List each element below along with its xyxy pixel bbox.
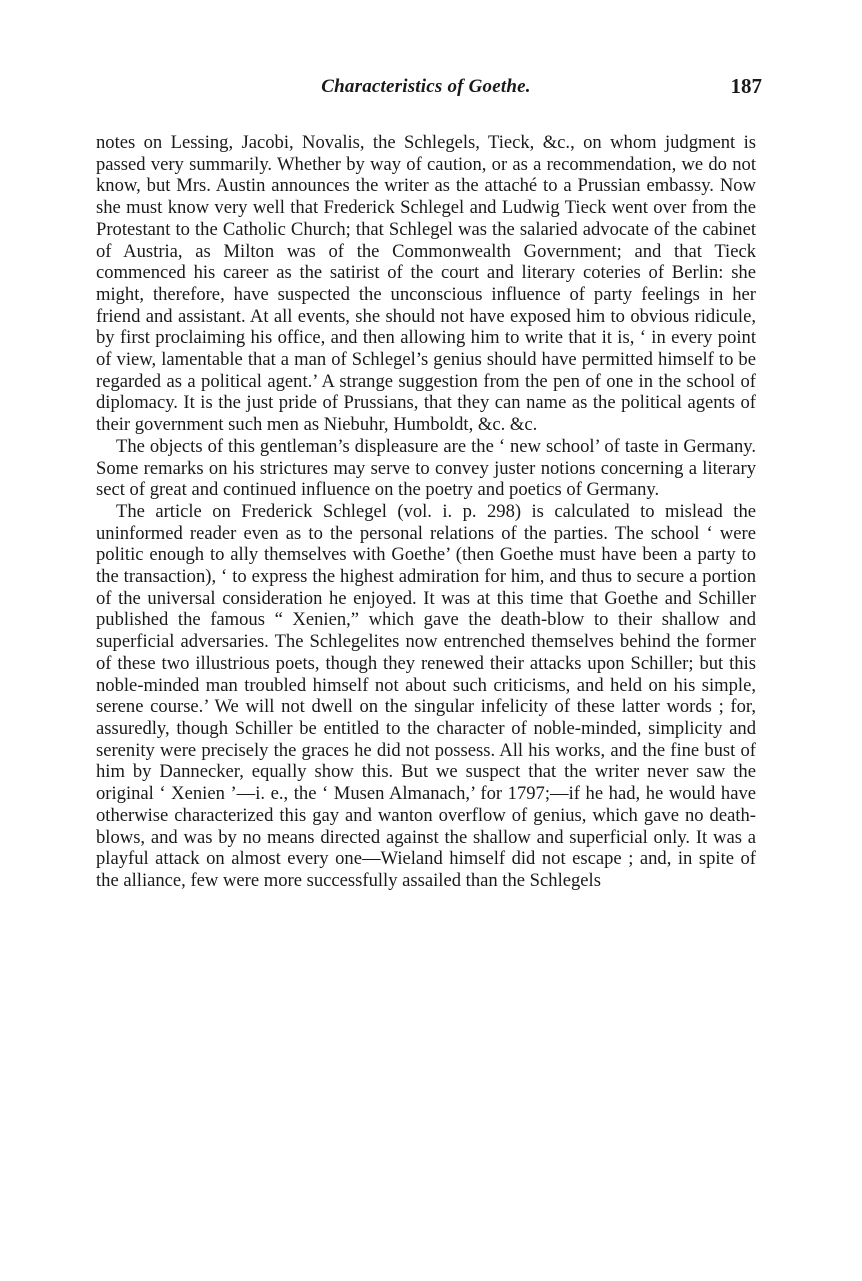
paragraph-2: The objects of this gentleman’s displeasure are the ‘ new school’ of taste in Germany. Some remarks on his strictures may serve to convey juster notions concerning a literary sect of great and continued influence on the poetry and poetics of Germany. xyxy=(96,435,756,501)
paragraph-3: The article on Frederick Schlegel (vol. i. p. 298) is calculated to mislead the uninformed reader even as to the personal relations of the parties. The school ‘ were politic enough to ally themselves with Goethe’ (then Goethe must have been a party to the transaction), ‘ to express the highest admiration for him, and thus to secure a portion of the universal consideration he enjoyed. It was at this time that Goethe and Schiller published the famous “ Xenien,” which gave the death-blow to their shallow and superficial adversaries. The Schlegelites now entrenched themselves behind the former of these two illustrious poets, though they renewed their attacks upon Schiller; but this noble-minded man troubled himself not about such criticisms, and held on his simple, serene course.’ We will not dwell on the singular infelicity of these latter words ; for, assuredly, though Schiller be entitled to the character of noble-minded, simplicity and serenity were precisely the graces he did not possess. All his works, and the fine bust of him by Dannecker, equally show this. But we suspect that the writer never saw the original ‘ Xenien ’—i. e., the ‘ Musen Almanach,’ for 1797;—if he had, he would have otherwise characterized this gay and wanton overflow of genius, which gave no death-blows, and was by no means directed against the shallow and superficial only. It was a playful attack on almost every one—Wieland himself did not escape ; and, in spite of the alliance, few were more successfully assailed than the Schlegels xyxy=(96,500,756,891)
body-text xyxy=(96,132,756,892)
book-page xyxy=(96,70,762,1230)
paragraph-1: notes on Lessing, Jacobi, Novalis, the Schlegels, Tieck, &c., on whom judgment is passed very summarily. Whether by way of caution, or as a recommendation, we do not know, but Mrs. Austin announces the writer as the attaché to a Prussian embassy. Now she must know very well that Frederick Schlegel and Ludwig Tieck went over from the Protestant to the Catholic Church; that Schlegel was the salaried advocate of the cabinet of Austria, as Milton was of the Commonwealth Government; and that Tieck commenced his career as the satirist of the court and literary coteries of Berlin: she might, therefore, have suspected the unconscious influence of party feelings in her friend and assistant. At all events, she should not have exposed him to obvious ridicule, by first proclaiming his office, and then allowing him to write that it is, ‘ in every point of view, lamentable that a man of Schlegel’s genius should have permitted himself to be regarded as a political agent.’ A strange suggestion from the pen of one in the school of diplomacy. It is the just pride of Prussians, that they can name as the political agents of their government such men as Niebuhr, Humboldt, &c. &c. xyxy=(96,132,756,436)
running-head xyxy=(96,70,762,120)
running-title: Characteristics of Goethe. xyxy=(321,76,531,97)
page-number: 187 xyxy=(730,74,762,98)
